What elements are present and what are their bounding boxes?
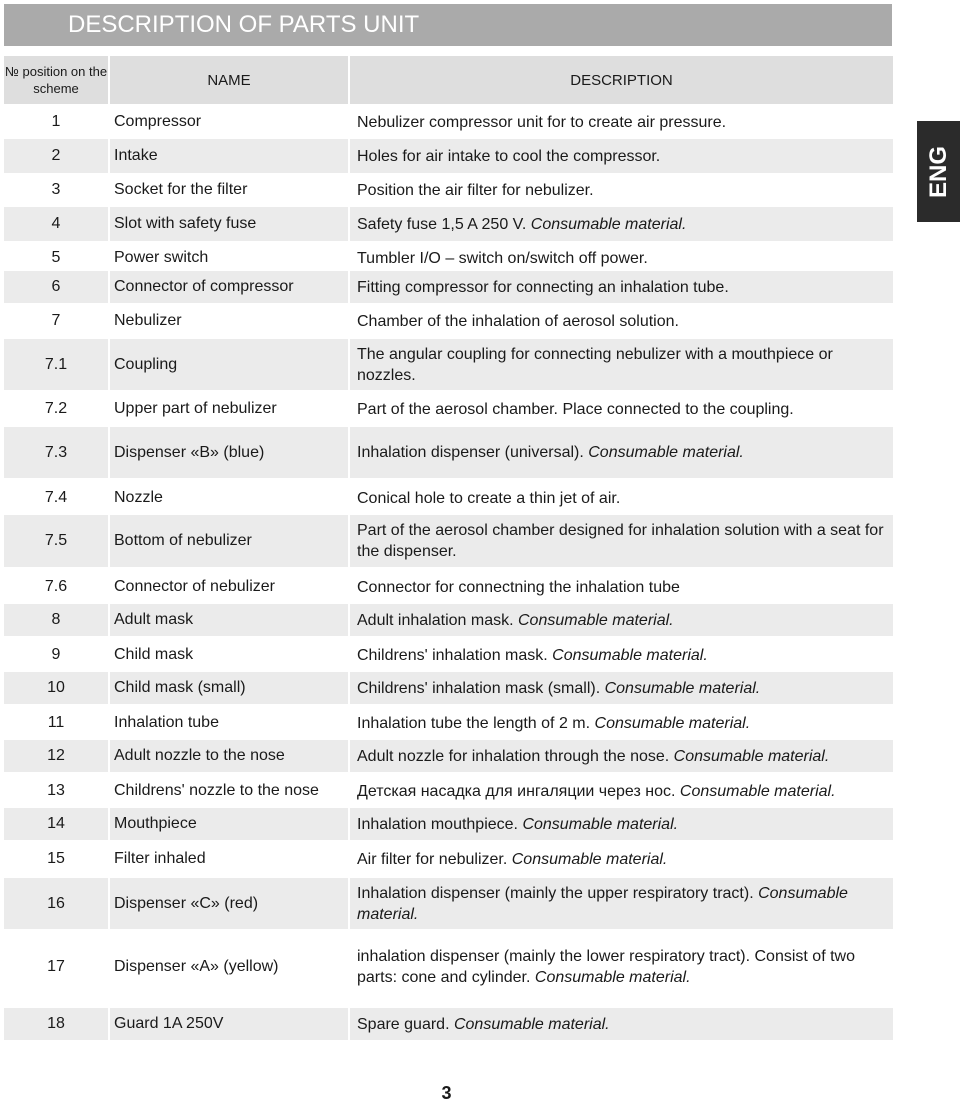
table-row: [4, 1008, 893, 1040]
row-description: [357, 173, 887, 207]
row-name: Upper part of nebulizer: [114, 400, 277, 417]
row-description: [357, 740, 887, 772]
row-position: 14: [4, 808, 108, 840]
row-description-text: Spare guard.: [357, 1015, 450, 1033]
table-row: [4, 305, 893, 337]
row-description-text: Part of the aerosol chamber. Place connected to the coupling.: [357, 400, 794, 418]
row-description: [357, 481, 887, 515]
row-position: 6: [4, 271, 108, 303]
row-description: [357, 930, 887, 1004]
row-name: Childrens' nozzle to the nose: [114, 782, 319, 799]
table-row: [4, 740, 893, 772]
table-row: [4, 515, 893, 567]
table-row: [4, 672, 893, 704]
row-position: 16: [4, 878, 108, 929]
table-row: [4, 427, 893, 478]
row-description: [357, 207, 887, 241]
row-description-text: Safety fuse 1,5 A 250 V.: [357, 215, 527, 233]
row-description-text: Part of the aerosol chamber designed for inhalation solution with a seat for the dispenser.: [357, 522, 884, 560]
row-name: Nebulizer: [114, 312, 182, 329]
consumable-note: Consumable material.: [522, 815, 679, 833]
table-row: [4, 481, 893, 515]
language-tab: [917, 121, 960, 222]
table-row: [4, 604, 893, 636]
row-description: [357, 105, 887, 139]
row-description-text: Inhalation dispenser (mainly the upper respiratory tract).: [357, 884, 754, 902]
row-name: Power switch: [114, 249, 209, 266]
row-description-text: Chamber of the inhalation of aerosol solution.: [357, 312, 679, 330]
row-position: 2: [4, 139, 108, 173]
row-position: 7.3: [4, 427, 108, 478]
row-description: [357, 706, 887, 740]
row-position: 8: [4, 604, 108, 636]
row-position: 7.5: [4, 515, 108, 567]
table-row: [4, 842, 893, 876]
page-number: 3: [441, 1083, 452, 1103]
row-name: Filter inhaled: [114, 850, 206, 867]
row-name: Compressor: [114, 113, 202, 130]
row-position: 7.1: [4, 339, 108, 390]
row-description-text: Детская насадка для ингаляции через нос.: [357, 782, 676, 800]
table-row: [4, 173, 893, 207]
row-name: Nozzle: [114, 489, 163, 506]
row-description: [357, 808, 887, 840]
table-row: [4, 139, 893, 173]
row-position: 11: [47, 714, 65, 731]
row-name: Adult nozzle to the nose: [114, 747, 285, 764]
consumable-note: Consumable material.: [552, 646, 708, 664]
table-row: [4, 570, 893, 604]
row-position: 10: [4, 672, 108, 704]
row-position: 1: [51, 113, 61, 130]
row-description-text: Adult inhalation mask.: [357, 611, 514, 629]
row-name: Connector of nebulizer: [114, 578, 275, 595]
consumable-note: Consumable material.: [453, 1015, 610, 1033]
row-description-text: Childrens' inhalation mask (small).: [357, 679, 601, 697]
row-description: [357, 305, 887, 337]
row-position: 7.6: [44, 578, 68, 595]
consumable-note: Consumable material.: [517, 611, 674, 629]
row-description-text: Tumbler I/O – switch on/switch off power.: [357, 249, 648, 267]
row-name: Dispenser «C» (red): [114, 894, 259, 912]
consumable-note: Consumable material.: [673, 747, 830, 765]
header-description: DESCRIPTION: [350, 56, 893, 104]
row-description-text: Inhalation dispenser (universal).: [357, 444, 584, 461]
row-name: Child mask: [114, 646, 194, 663]
consumable-note: Consumable material.: [588, 444, 744, 461]
row-name: Inhalation tube: [114, 714, 219, 731]
row-description: [357, 672, 887, 704]
row-position: 7.4: [44, 489, 68, 506]
table-row: [4, 339, 893, 390]
row-description-text: Nebulizer compressor unit for to create air pressure.: [357, 113, 727, 131]
consumable-note: Consumable material.: [534, 969, 691, 986]
consumable-note: Consumable material.: [511, 850, 668, 868]
row-position: 4: [4, 207, 108, 241]
row-description: [357, 427, 887, 478]
row-description-text: Inhalation mouthpiece.: [357, 815, 518, 833]
table-header: [4, 56, 893, 104]
row-description: [357, 638, 887, 672]
row-description: [357, 878, 887, 929]
row-description: [357, 842, 887, 876]
row-description-text: Position the air filter for nebulizer.: [357, 181, 594, 199]
row-name: Socket for the filter: [114, 181, 248, 198]
row-description: [357, 271, 887, 303]
row-name: Guard 1A 250V: [114, 1015, 224, 1032]
row-position: 7: [51, 312, 61, 329]
row-description-text: Adult nozzle for inhalation through the nose.: [357, 747, 670, 765]
row-position: 15: [47, 850, 65, 867]
row-position: 5: [51, 249, 61, 266]
row-description-text: Connector for connectning the inhalation tube: [357, 578, 680, 596]
header-position: № position on the scheme: [4, 56, 108, 104]
row-description: [357, 139, 887, 173]
table-row: [4, 930, 893, 1004]
row-description-text: Conical hole to create a thin jet of air.: [357, 489, 621, 507]
row-description-text: Childrens' inhalation mask.: [357, 646, 548, 664]
row-position: 7.2: [44, 400, 68, 417]
consumable-note: Consumable material.: [530, 215, 687, 233]
row-description-text: Air filter for nebulizer.: [357, 850, 508, 868]
row-name: Intake: [114, 147, 158, 164]
consumable-note: Consumable material.: [357, 884, 848, 923]
row-description: [357, 339, 887, 390]
row-description: [357, 604, 887, 636]
row-description: [357, 570, 887, 604]
table-row: [4, 105, 893, 139]
table-row: [4, 808, 893, 840]
table-row: [4, 774, 893, 808]
table-row: [4, 706, 893, 740]
row-description-text: Holes for air intake to cool the compressor.: [357, 147, 661, 165]
row-name: Dispenser «B» (blue): [114, 443, 265, 461]
row-description: [357, 393, 887, 425]
row-name: Adult mask: [114, 611, 194, 628]
table-row: [4, 271, 893, 303]
table-row: [4, 393, 893, 425]
header-name: NAME: [110, 56, 348, 104]
consumable-note: Consumable material.: [679, 782, 836, 800]
consumable-note: Consumable material.: [594, 714, 751, 732]
row-name: Connector of compressor: [114, 278, 294, 295]
row-description: [357, 774, 887, 808]
row-name: Slot with safety fuse: [114, 215, 257, 232]
table-row: [4, 878, 893, 929]
row-description-text: Fitting compressor for connecting an inhalation tube.: [357, 278, 729, 296]
row-position: 3: [51, 181, 61, 198]
language-label: ENG: [924, 145, 952, 198]
row-position: 9: [51, 646, 61, 663]
row-position: 17: [47, 958, 65, 975]
table-row: [4, 207, 893, 241]
table-row: [4, 638, 893, 672]
consumable-note: Consumable material.: [604, 679, 761, 697]
row-description-text: The angular coupling for connecting nebulizer with a mouthpiece or nozzles.: [357, 345, 833, 384]
table-row: [4, 241, 893, 275]
row-name: Child mask (small): [114, 679, 246, 696]
row-description: [357, 515, 887, 567]
row-name: Dispenser «A» (yellow): [114, 958, 279, 975]
row-name: Coupling: [114, 355, 178, 373]
row-description-text: inhalation dispenser (mainly the lower respiratory tract). Consist of two parts: cone and cylinder.: [357, 948, 855, 986]
row-position: 18: [4, 1008, 108, 1040]
row-position: 13: [47, 782, 65, 799]
row-description: [357, 241, 887, 275]
row-position: 12: [4, 740, 108, 772]
row-name: Bottom of nebulizer: [114, 532, 252, 549]
row-name: Mouthpiece: [114, 815, 197, 832]
row-description: [357, 1008, 887, 1040]
row-description-text: Inhalation tube the length of 2 m.: [357, 714, 591, 732]
page-title: DESCRIPTION OF PARTS UNIT: [4, 4, 892, 46]
